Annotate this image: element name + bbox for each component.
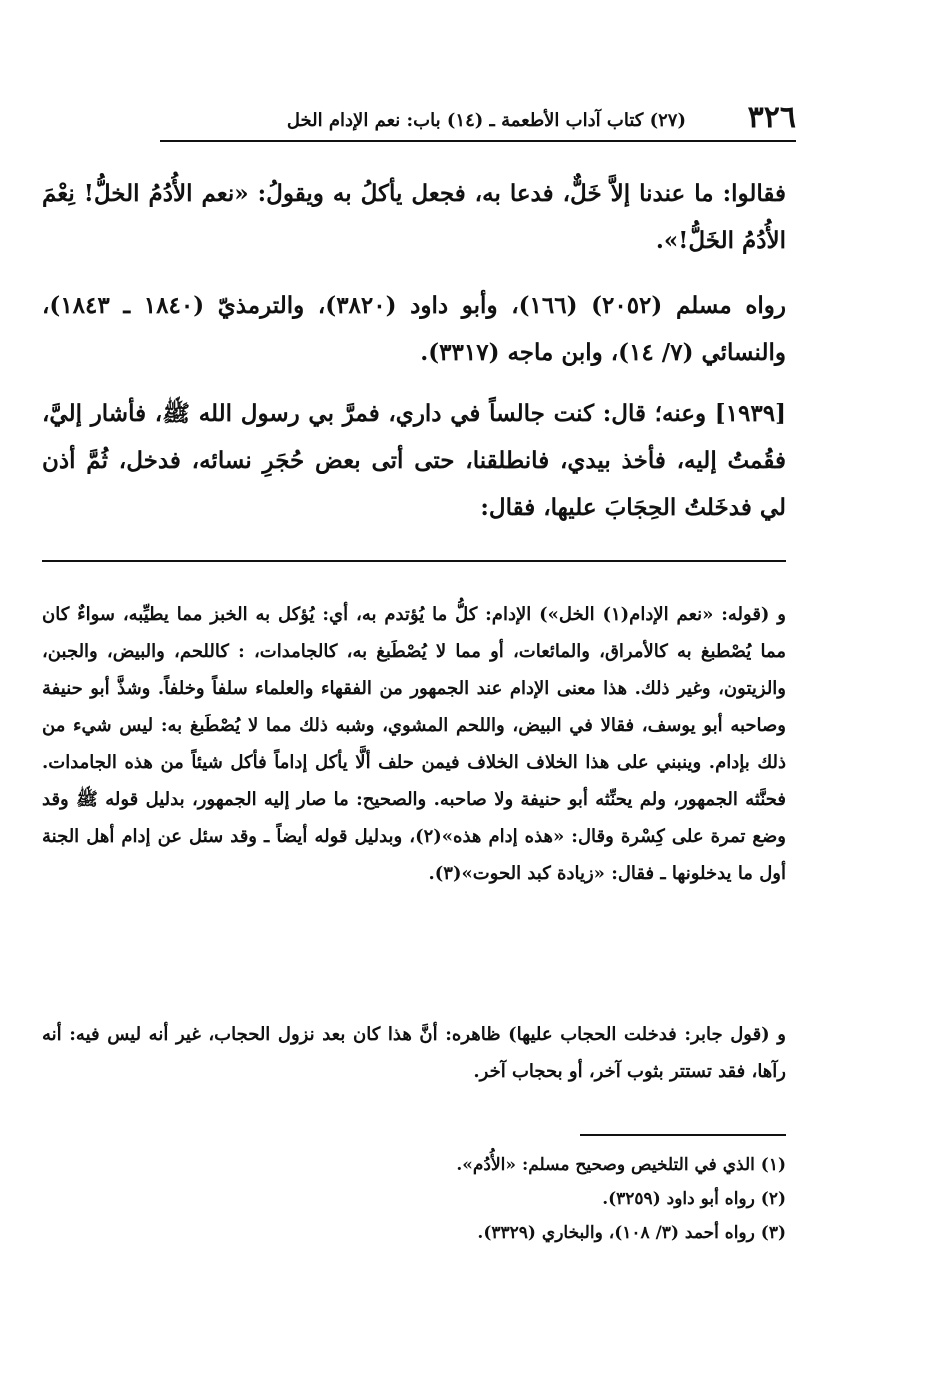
- hadith-paragraph: فقالوا: ما عندنا إلاَّ خَلٌّ، فدعا به، فجعل يأكلُ به ويقولُ: «نعم الأُدُمُ الخلُّ! نِعْمَ الأُدُمُ الخَلُّ!».: [42, 180, 786, 254]
- hadith-citation: رواه مسلم (٢٠٥٢) (١٦٦)، وأبو داود (٣٨٢٠)، والترمذيّ (١٨٤٠ ـ ١٨٤٣)، والنسائي (٧/ ١٤)، وابن ماجه (٣٣١٧).: [42, 292, 787, 366]
- footnotes: [42, 1148, 786, 1250]
- hadith-paragraph: [١٩٣٩] وعنه؛ قال: كنت جالساً في داري، فمرَّ بي رسول الله ﷺ، فأشار إليَّ، فقُمتُ إليه، فأخذ بيدي، فانطلقنا، حتى أتى بعض حُجَرِ نسائه، فدخل، ثُمَّ أذن لي فدخَلتُ الحِجَابَ عليها، فقال:: [42, 400, 786, 521]
- footnote: (٢) رواه أبو داود (٣٢٥٩).: [602, 1189, 786, 1209]
- header-rule: [160, 140, 796, 142]
- commentary-paragraph: و (قول جابر: فدخلت الحجاب عليها) ظاهره: أنَّ هذا كان بعد نزول الحجاب، غير أنه ليس فيه: أنه رآها، فقد تستتر بثوب آخر، أو بحجاب آخر.: [42, 1024, 786, 1082]
- section-separator: [42, 560, 786, 562]
- footnote-rule: [580, 1134, 786, 1136]
- running-title: (٢٧) كتاب آداب الأطعمة ـ (١٤) باب: نعم الإدام الخل: [286, 110, 686, 131]
- page-number: ٣٢٦: [747, 100, 796, 135]
- footnote: (١) الذي في التلخيص وصحيح مسلم: «الأُدُم».: [456, 1155, 786, 1175]
- footnote: (٣) رواه أحمد (٣/ ١٠٨)، والبخاري (٣٣٢٩).: [477, 1223, 786, 1243]
- page-header: [42, 100, 796, 140]
- commentary-paragraph: و (قوله: «نعم الإدام(١) الخل») الإدام: كلُّ ما يُؤتدم به، أي: يُؤكل به الخبز مما يطيِّبه، سواءٌ كان مما يُصْطبغ به كالأمراق، والمائعات، أو مما لا يُصْطَبغ به، كالجامدات، : كاللحم، والبيض، والجبن، والزيتون، وغير ذلك. هذا معنى الإدام عند الجمهور من الفقهاء والعلماء سلفاً وخلفاً. وشذَّ أبو حنيفة وصاحبه أبو يوسف، فقالا في البيض، واللحم المشوي، وشبه ذلك مما لا يُصْطَبغ به: ليس شيء من ذلك بإدام. وينبني على هذا الخلاف الخلاف فيمن حلف ألَّا يأكل إداماً فأكل شيئاً من هذه الجامدات. فحنَّثه الجمهور، ولم يحنِّثه أبو حنيفة ولا صاحبه. والصحيح: ما صار إليه الجمهور، بدليل قوله ﷺ وقد وضع تمرة على كِسْرة وقال: «هذه إدام هذه»(٢)، وبدليل قوله أيضاً ـ وقد سئل عن إدام أهل الجنة أول ما يدخلونها ـ فقال: «زيادة كبد الحوت»(٣).: [42, 604, 786, 884]
